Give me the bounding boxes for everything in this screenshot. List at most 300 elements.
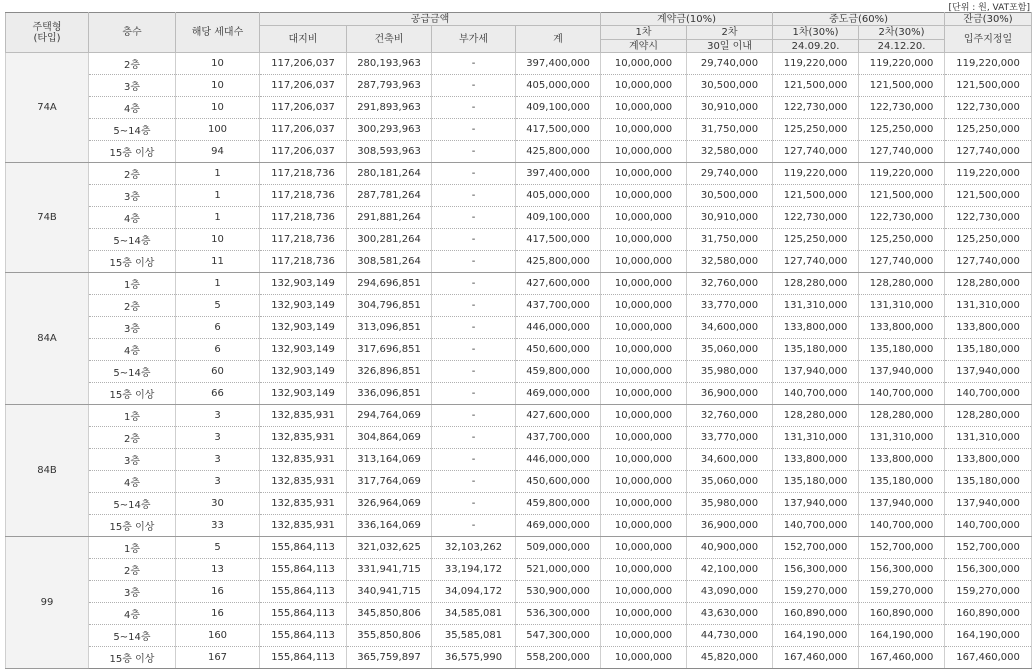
land-cell: 155,864,113 xyxy=(260,603,347,625)
building-cell: 308,593,963 xyxy=(347,141,432,163)
middle-1-cell: 122,730,000 xyxy=(773,207,859,229)
deposit-2-cell: 30,500,000 xyxy=(687,185,773,207)
units-cell: 3 xyxy=(176,405,260,427)
middle-1-cell: 125,250,000 xyxy=(773,229,859,251)
deposit-1-cell: 10,000,000 xyxy=(601,647,687,669)
deposit-2-cell: 31,750,000 xyxy=(687,119,773,141)
balance-cell: 137,940,000 xyxy=(945,361,1032,383)
balance-cell: 140,700,000 xyxy=(945,383,1032,405)
land-cell: 117,206,037 xyxy=(260,53,347,75)
balance-cell: 119,220,000 xyxy=(945,163,1032,185)
building-cell: 291,893,963 xyxy=(347,97,432,119)
deposit-2-cell: 34,600,000 xyxy=(687,449,773,471)
unit-note: [단위 : 원, VAT포함] xyxy=(948,3,1030,13)
middle-2-cell: 122,730,000 xyxy=(859,207,945,229)
middle-1-cell: 137,940,000 xyxy=(773,361,859,383)
building-cell: 321,032,625 xyxy=(347,537,432,559)
floor-cell: 1층 xyxy=(89,537,176,559)
deposit-1-cell: 10,000,000 xyxy=(601,515,687,537)
deposit-2-cell: 32,760,000 xyxy=(687,273,773,295)
header-middle: 중도금(60%) xyxy=(773,13,945,26)
land-cell: 155,864,113 xyxy=(260,537,347,559)
middle-2-cell: 159,270,000 xyxy=(859,581,945,603)
deposit-1-cell: 10,000,000 xyxy=(601,603,687,625)
middle-1-cell: 119,220,000 xyxy=(773,163,859,185)
land-cell: 132,835,931 xyxy=(260,449,347,471)
units-cell: 30 xyxy=(176,493,260,515)
land-cell: 132,835,931 xyxy=(260,493,347,515)
balance-cell: 159,270,000 xyxy=(945,581,1032,603)
building-cell: 336,096,851 xyxy=(347,383,432,405)
middle-2-cell: 127,740,000 xyxy=(859,251,945,273)
building-cell: 280,193,963 xyxy=(347,53,432,75)
land-cell: 155,864,113 xyxy=(260,647,347,669)
land-cell: 117,206,037 xyxy=(260,141,347,163)
header-balance: 잔금(30%) xyxy=(945,13,1032,26)
units-cell: 1 xyxy=(176,163,260,185)
land-cell: 117,218,736 xyxy=(260,251,347,273)
middle-2-cell: 167,460,000 xyxy=(859,647,945,669)
units-cell: 5 xyxy=(176,537,260,559)
total-cell: 558,200,000 xyxy=(516,647,601,669)
units-cell: 10 xyxy=(176,229,260,251)
middle-2-cell: 137,940,000 xyxy=(859,361,945,383)
balance-cell: 167,460,000 xyxy=(945,647,1032,669)
floor-cell: 5~14층 xyxy=(89,119,176,141)
table-row xyxy=(6,383,1032,405)
floor-cell: 2층 xyxy=(89,53,176,75)
units-cell: 3 xyxy=(176,427,260,449)
building-cell: 294,696,851 xyxy=(347,273,432,295)
deposit-1-cell: 10,000,000 xyxy=(601,537,687,559)
floor-cell: 3층 xyxy=(89,317,176,339)
land-cell: 155,864,113 xyxy=(260,559,347,581)
units-cell: 16 xyxy=(176,581,260,603)
middle-1-cell: 135,180,000 xyxy=(773,339,859,361)
balance-cell: 127,740,000 xyxy=(945,141,1032,163)
balance-cell: 131,310,000 xyxy=(945,295,1032,317)
middle-2-cell: 135,180,000 xyxy=(859,471,945,493)
building-cell: 304,796,851 xyxy=(347,295,432,317)
middle-1-cell: 164,190,000 xyxy=(773,625,859,647)
middle-1-cell: 135,180,000 xyxy=(773,471,859,493)
supply-price-table xyxy=(5,12,1032,669)
vat-cell: - xyxy=(432,295,516,317)
deposit-2-cell: 35,060,000 xyxy=(687,471,773,493)
building-cell: 317,696,851 xyxy=(347,339,432,361)
deposit-1-cell: 10,000,000 xyxy=(601,339,687,361)
total-cell: 425,800,000 xyxy=(516,251,601,273)
units-cell: 6 xyxy=(176,317,260,339)
deposit-2-cell: 34,600,000 xyxy=(687,317,773,339)
middle-2-cell: 140,700,000 xyxy=(859,383,945,405)
land-cell: 132,835,931 xyxy=(260,405,347,427)
vat-cell: 35,585,081 xyxy=(432,625,516,647)
total-cell: 469,000,000 xyxy=(516,383,601,405)
middle-2-cell: 122,730,000 xyxy=(859,97,945,119)
deposit-2-cell: 30,910,000 xyxy=(687,97,773,119)
total-cell: 459,800,000 xyxy=(516,493,601,515)
balance-cell: 131,310,000 xyxy=(945,427,1032,449)
middle-1-cell: 156,300,000 xyxy=(773,559,859,581)
balance-cell: 152,700,000 xyxy=(945,537,1032,559)
header-building: 건축비 xyxy=(347,26,432,53)
floor-cell: 4층 xyxy=(89,339,176,361)
deposit-2-cell: 31,750,000 xyxy=(687,229,773,251)
units-cell: 11 xyxy=(176,251,260,273)
units-cell: 10 xyxy=(176,75,260,97)
building-cell: 304,864,069 xyxy=(347,427,432,449)
deposit-1-cell: 10,000,000 xyxy=(601,207,687,229)
vat-cell: - xyxy=(432,207,516,229)
deposit-2-cell: 33,770,000 xyxy=(687,295,773,317)
floor-cell: 5~14층 xyxy=(89,361,176,383)
table-row xyxy=(6,229,1032,251)
total-cell: 450,600,000 xyxy=(516,471,601,493)
floor-cell: 5~14층 xyxy=(89,229,176,251)
building-cell: 300,281,264 xyxy=(347,229,432,251)
building-cell: 365,759,897 xyxy=(347,647,432,669)
middle-1-cell: 131,310,000 xyxy=(773,427,859,449)
vat-cell: 32,103,262 xyxy=(432,537,516,559)
deposit-2-cell: 32,580,000 xyxy=(687,141,773,163)
table-row xyxy=(6,427,1032,449)
deposit-2-cell: 36,900,000 xyxy=(687,383,773,405)
deposit-1-cell: 10,000,000 xyxy=(601,559,687,581)
units-cell: 10 xyxy=(176,53,260,75)
balance-cell: 121,500,000 xyxy=(945,75,1032,97)
vat-cell: - xyxy=(432,163,516,185)
deposit-2-cell: 30,910,000 xyxy=(687,207,773,229)
vat-cell: - xyxy=(432,449,516,471)
land-cell: 132,835,931 xyxy=(260,427,347,449)
land-cell: 117,206,037 xyxy=(260,75,347,97)
middle-2-cell: 119,220,000 xyxy=(859,53,945,75)
type-cell: 84B xyxy=(6,405,89,537)
middle-2-cell: 156,300,000 xyxy=(859,559,945,581)
middle-1-cell: 131,310,000 xyxy=(773,295,859,317)
table-row xyxy=(6,53,1032,75)
header-middle-1-date: 24.09.20. xyxy=(773,40,859,53)
deposit-1-cell: 10,000,000 xyxy=(601,625,687,647)
floor-cell: 1층 xyxy=(89,273,176,295)
land-cell: 132,903,149 xyxy=(260,317,347,339)
land-cell: 132,903,149 xyxy=(260,273,347,295)
units-cell: 33 xyxy=(176,515,260,537)
floor-cell: 2층 xyxy=(89,559,176,581)
land-cell: 155,864,113 xyxy=(260,581,347,603)
units-cell: 3 xyxy=(176,471,260,493)
deposit-2-cell: 45,820,000 xyxy=(687,647,773,669)
deposit-2-cell: 40,900,000 xyxy=(687,537,773,559)
table-row xyxy=(6,317,1032,339)
table-row xyxy=(6,207,1032,229)
middle-1-cell: 128,280,000 xyxy=(773,405,859,427)
middle-2-cell: 125,250,000 xyxy=(859,119,945,141)
table-row xyxy=(6,603,1032,625)
floor-cell: 1층 xyxy=(89,405,176,427)
building-cell: 294,764,069 xyxy=(347,405,432,427)
table-row xyxy=(6,273,1032,295)
vat-cell: - xyxy=(432,97,516,119)
building-cell: 313,164,069 xyxy=(347,449,432,471)
land-cell: 155,864,113 xyxy=(260,625,347,647)
total-cell: 409,100,000 xyxy=(516,97,601,119)
vat-cell: - xyxy=(432,317,516,339)
vat-cell: - xyxy=(432,383,516,405)
building-cell: 326,896,851 xyxy=(347,361,432,383)
middle-2-cell: 164,190,000 xyxy=(859,625,945,647)
building-cell: 287,793,963 xyxy=(347,75,432,97)
header-middle-1: 1차(30%) xyxy=(773,26,859,40)
floor-cell: 2층 xyxy=(89,295,176,317)
total-cell: 427,600,000 xyxy=(516,405,601,427)
deposit-1-cell: 10,000,000 xyxy=(601,449,687,471)
deposit-2-cell: 43,090,000 xyxy=(687,581,773,603)
units-cell: 60 xyxy=(176,361,260,383)
units-cell: 94 xyxy=(176,141,260,163)
floor-cell: 2층 xyxy=(89,163,176,185)
building-cell: 355,850,806 xyxy=(347,625,432,647)
balance-cell: 125,250,000 xyxy=(945,229,1032,251)
total-cell: 409,100,000 xyxy=(516,207,601,229)
units-cell: 16 xyxy=(176,603,260,625)
total-cell: 437,700,000 xyxy=(516,427,601,449)
balance-cell: 125,250,000 xyxy=(945,119,1032,141)
land-cell: 117,218,736 xyxy=(260,163,347,185)
table-row xyxy=(6,537,1032,559)
vat-cell: - xyxy=(432,361,516,383)
deposit-2-cell: 33,770,000 xyxy=(687,427,773,449)
type-cell: 99 xyxy=(6,537,89,669)
building-cell: 326,964,069 xyxy=(347,493,432,515)
deposit-2-cell: 44,730,000 xyxy=(687,625,773,647)
header-balance-when: 입주지정일 xyxy=(945,26,1032,53)
total-cell: 405,000,000 xyxy=(516,185,601,207)
deposit-2-cell: 42,100,000 xyxy=(687,559,773,581)
floor-cell: 5~14층 xyxy=(89,493,176,515)
total-cell: 427,600,000 xyxy=(516,273,601,295)
vat-cell: - xyxy=(432,339,516,361)
table-row xyxy=(6,185,1032,207)
units-cell: 13 xyxy=(176,559,260,581)
vat-cell: 36,575,990 xyxy=(432,647,516,669)
table-header xyxy=(6,13,1032,53)
building-cell: 300,293,963 xyxy=(347,119,432,141)
vat-cell: - xyxy=(432,515,516,537)
vat-cell: - xyxy=(432,273,516,295)
deposit-2-cell: 35,980,000 xyxy=(687,493,773,515)
total-cell: 417,500,000 xyxy=(516,119,601,141)
deposit-2-cell: 30,500,000 xyxy=(687,75,773,97)
deposit-1-cell: 10,000,000 xyxy=(601,427,687,449)
header-vat: 부가세 xyxy=(432,26,516,53)
balance-cell: 164,190,000 xyxy=(945,625,1032,647)
land-cell: 132,903,149 xyxy=(260,339,347,361)
deposit-1-cell: 10,000,000 xyxy=(601,361,687,383)
floor-cell: 3층 xyxy=(89,75,176,97)
type-cell: 84A xyxy=(6,273,89,405)
middle-1-cell: 133,800,000 xyxy=(773,317,859,339)
middle-1-cell: 137,940,000 xyxy=(773,493,859,515)
deposit-1-cell: 10,000,000 xyxy=(601,119,687,141)
total-cell: 469,000,000 xyxy=(516,515,601,537)
middle-2-cell: 128,280,000 xyxy=(859,273,945,295)
vat-cell: - xyxy=(432,405,516,427)
deposit-1-cell: 10,000,000 xyxy=(601,317,687,339)
balance-cell: 121,500,000 xyxy=(945,185,1032,207)
middle-2-cell: 152,700,000 xyxy=(859,537,945,559)
units-cell: 5 xyxy=(176,295,260,317)
building-cell: 317,764,069 xyxy=(347,471,432,493)
units-cell: 167 xyxy=(176,647,260,669)
building-cell: 340,941,715 xyxy=(347,581,432,603)
table-row xyxy=(6,97,1032,119)
table-row xyxy=(6,625,1032,647)
header-deposit: 계약금(10%) xyxy=(601,13,773,26)
middle-2-cell: 133,800,000 xyxy=(859,317,945,339)
land-cell: 132,835,931 xyxy=(260,515,347,537)
land-cell: 117,206,037 xyxy=(260,119,347,141)
total-cell: 437,700,000 xyxy=(516,295,601,317)
vat-cell: - xyxy=(432,427,516,449)
deposit-1-cell: 10,000,000 xyxy=(601,471,687,493)
balance-cell: 156,300,000 xyxy=(945,559,1032,581)
table-body xyxy=(6,53,1032,669)
table-row xyxy=(6,493,1032,515)
deposit-2-cell: 43,630,000 xyxy=(687,603,773,625)
vat-cell: - xyxy=(432,141,516,163)
deposit-1-cell: 10,000,000 xyxy=(601,405,687,427)
building-cell: 291,881,264 xyxy=(347,207,432,229)
deposit-1-cell: 10,000,000 xyxy=(601,295,687,317)
middle-1-cell: 119,220,000 xyxy=(773,53,859,75)
header-deposit-1: 1차 xyxy=(601,26,687,40)
floor-cell: 4층 xyxy=(89,471,176,493)
building-cell: 345,850,806 xyxy=(347,603,432,625)
middle-2-cell: 131,310,000 xyxy=(859,427,945,449)
vat-cell: - xyxy=(432,471,516,493)
middle-2-cell: 131,310,000 xyxy=(859,295,945,317)
middle-2-cell: 137,940,000 xyxy=(859,493,945,515)
balance-cell: 133,800,000 xyxy=(945,317,1032,339)
type-cell: 74A xyxy=(6,53,89,163)
middle-1-cell: 127,740,000 xyxy=(773,141,859,163)
middle-2-cell: 133,800,000 xyxy=(859,449,945,471)
floor-cell: 5~14층 xyxy=(89,625,176,647)
units-cell: 1 xyxy=(176,207,260,229)
vat-cell: - xyxy=(432,53,516,75)
deposit-2-cell: 35,060,000 xyxy=(687,339,773,361)
table-row xyxy=(6,471,1032,493)
building-cell: 308,581,264 xyxy=(347,251,432,273)
total-cell: 450,600,000 xyxy=(516,339,601,361)
balance-cell: 140,700,000 xyxy=(945,515,1032,537)
balance-cell: 122,730,000 xyxy=(945,97,1032,119)
units-cell: 100 xyxy=(176,119,260,141)
middle-1-cell: 140,700,000 xyxy=(773,515,859,537)
header-deposit-2: 2차 xyxy=(687,26,773,40)
middle-1-cell: 140,700,000 xyxy=(773,383,859,405)
table-row xyxy=(6,559,1032,581)
table-row xyxy=(6,119,1032,141)
middle-1-cell: 160,890,000 xyxy=(773,603,859,625)
land-cell: 117,206,037 xyxy=(260,97,347,119)
vat-cell: 34,094,172 xyxy=(432,581,516,603)
building-cell: 331,941,715 xyxy=(347,559,432,581)
header-type-label: 주택형 (타입) xyxy=(32,21,62,44)
units-cell: 3 xyxy=(176,449,260,471)
vat-cell: - xyxy=(432,251,516,273)
floor-cell: 4층 xyxy=(89,207,176,229)
table-row xyxy=(6,75,1032,97)
units-cell: 1 xyxy=(176,273,260,295)
deposit-1-cell: 10,000,000 xyxy=(601,185,687,207)
deposit-1-cell: 10,000,000 xyxy=(601,141,687,163)
vat-cell: - xyxy=(432,119,516,141)
middle-1-cell: 133,800,000 xyxy=(773,449,859,471)
deposit-2-cell: 35,980,000 xyxy=(687,361,773,383)
balance-cell: 135,180,000 xyxy=(945,471,1032,493)
units-cell: 66 xyxy=(176,383,260,405)
land-cell: 132,903,149 xyxy=(260,383,347,405)
middle-1-cell: 127,740,000 xyxy=(773,251,859,273)
balance-cell: 127,740,000 xyxy=(945,251,1032,273)
total-cell: 530,900,000 xyxy=(516,581,601,603)
table-row xyxy=(6,515,1032,537)
balance-cell: 128,280,000 xyxy=(945,405,1032,427)
middle-1-cell: 122,730,000 xyxy=(773,97,859,119)
total-cell: 397,400,000 xyxy=(516,53,601,75)
middle-2-cell: 135,180,000 xyxy=(859,339,945,361)
balance-cell: 135,180,000 xyxy=(945,339,1032,361)
header-households: 해당 세대수 xyxy=(176,13,260,53)
middle-2-cell: 140,700,000 xyxy=(859,515,945,537)
total-cell: 425,800,000 xyxy=(516,141,601,163)
middle-1-cell: 128,280,000 xyxy=(773,273,859,295)
land-cell: 117,218,736 xyxy=(260,207,347,229)
units-cell: 1 xyxy=(176,185,260,207)
middle-1-cell: 121,500,000 xyxy=(773,185,859,207)
floor-cell: 15층 이상 xyxy=(89,251,176,273)
total-cell: 397,400,000 xyxy=(516,163,601,185)
table-row xyxy=(6,141,1032,163)
middle-1-cell: 159,270,000 xyxy=(773,581,859,603)
header-floor: 층수 xyxy=(89,13,176,53)
table-row xyxy=(6,251,1032,273)
table-row xyxy=(6,339,1032,361)
header-type xyxy=(6,13,89,53)
table-row xyxy=(6,581,1032,603)
land-cell: 132,903,149 xyxy=(260,361,347,383)
deposit-1-cell: 10,000,000 xyxy=(601,53,687,75)
building-cell: 336,164,069 xyxy=(347,515,432,537)
middle-2-cell: 127,740,000 xyxy=(859,141,945,163)
deposit-1-cell: 10,000,000 xyxy=(601,229,687,251)
deposit-1-cell: 10,000,000 xyxy=(601,97,687,119)
deposit-2-cell: 32,580,000 xyxy=(687,251,773,273)
table-row xyxy=(6,163,1032,185)
floor-cell: 2층 xyxy=(89,427,176,449)
deposit-2-cell: 36,900,000 xyxy=(687,515,773,537)
table-row xyxy=(6,405,1032,427)
total-cell: 446,000,000 xyxy=(516,449,601,471)
floor-cell: 15층 이상 xyxy=(89,383,176,405)
vat-cell: - xyxy=(432,229,516,251)
floor-cell: 3층 xyxy=(89,581,176,603)
balance-cell: 160,890,000 xyxy=(945,603,1032,625)
land-cell: 132,835,931 xyxy=(260,471,347,493)
